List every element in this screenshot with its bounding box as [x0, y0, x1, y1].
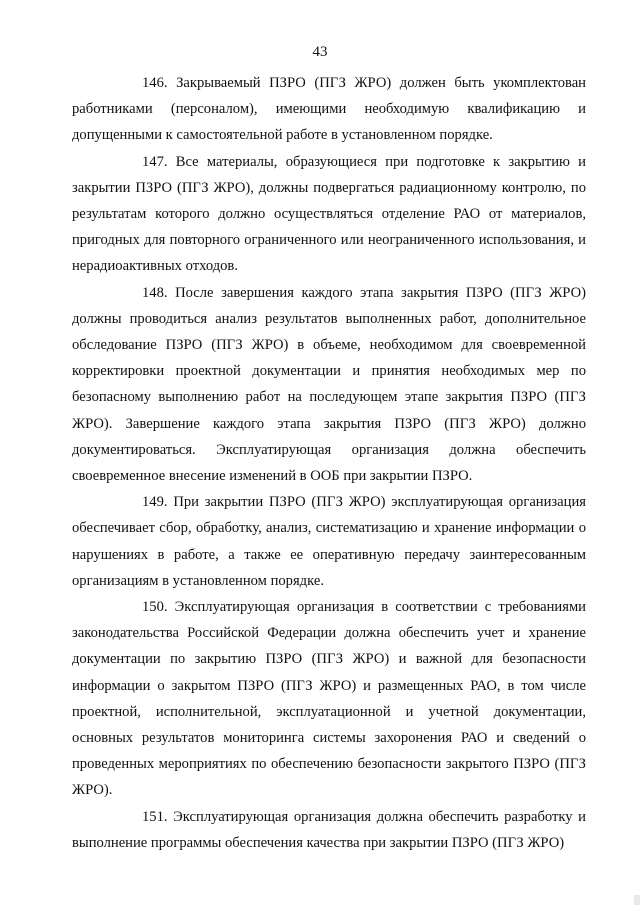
- paragraph-148: 148. После завершения каждого этапа закрытия ПЗРО (ПГЗ ЖРО) должны проводиться анализ результатов выполненных работ, дополнительное обследование ПЗРО (ПГЗ ЖРО) в объеме, необходимом для своевременной корректировки проектной документации и принятия необходимых мер по безопасному выполнению работ на последующем этапе закрытия ПЗРО (ПГЗ ЖРО). Завершение каждого этапа закрытия ПЗРО (ПГЗ ЖРО) должно документироваться. Эксплуатирующая организация должна обеспечить своевременное внесение изменений в ООБ при закрытии ПЗРО.: [72, 284, 586, 485]
- document-body: [72, 70, 586, 856]
- paragraph-149: 149. При закрытии ПЗРО (ПГЗ ЖРО) эксплуатирующая организация обеспечивает сбор, обработку, анализ, систематизацию и хранение информации о нарушениях в работе, а также ее оперативную передачу заинтересованным организациям в установленном порядке.: [72, 494, 586, 589]
- scan-edge-mark: [634, 895, 640, 905]
- paragraph-150: 150. Эксплуатирующая организация в соответствии с требованиями законодательства Российской Федерации должна обеспечить учет и хранение документации по закрытию ПЗРО (ПГЗ ЖРО) и важной для безопасности информации о закрытом ПЗРО (ПГЗ ЖРО) и размещенных РАО, в том числе проектной, исполнительной, эксплуатационной и учетной документации, основных результатов мониторинга системы захоронения РАО и сведений о проведенных мероприятиях по обеспечению безопасности закрытого ПЗРО (ПГЗ ЖРО).: [72, 599, 586, 799]
- page-number: 43: [312, 44, 328, 60]
- paragraph-147: 147. Все материалы, образующиеся при подготовке к закрытию и закрытии ПЗРО (ПГЗ ЖРО), должны подвергаться радиационному контролю, по результатам которого должно осуществляться отделение РАО от материалов, пригодных для повторного ограниченного или неограниченного использования, и нерадиоактивных отходов.: [72, 153, 586, 275]
- paragraph-151: 151. Эксплуатирующая организация должна обеспечить разработку и выполнение программы обеспечения качества при закрытии ПЗРО (ПГЗ ЖРО): [72, 808, 586, 851]
- paragraph-146: 146. Закрываемый ПЗРО (ПГЗ ЖРО) должен быть укомплектован работниками (персоналом), имеющими необходимую квалификацию и допущенными к самостоятельной работе в установленном порядке.: [72, 75, 586, 144]
